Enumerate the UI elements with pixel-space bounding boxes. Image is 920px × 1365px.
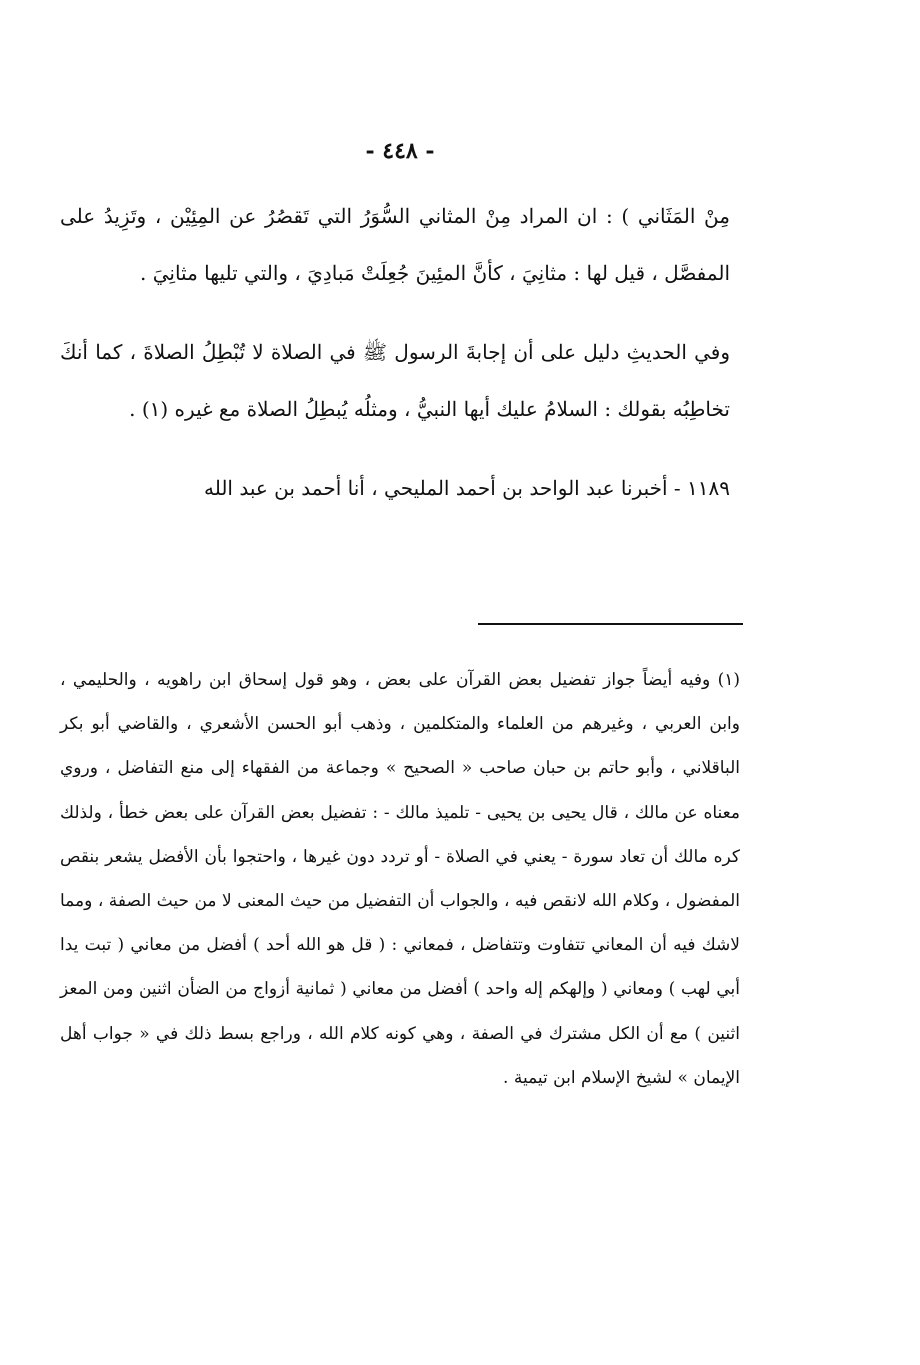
main-text [60, 188, 730, 539]
paragraph-commentary-prayer: وفي الحديثِ دليل على أن إجابةَ الرسول ﷺ في الصلاة لا تُبْطِلُ الصلاةَ ، كما أنكَ تخاطِبُه بقولك : السلامُ عليك أيها النبيُّ ، ومثلُه يُبطِلُ الصلاة مع غيره (١) . [60, 340, 730, 421]
footnote-1: (١) وفيه أيضاً جواز تفضيل بعض القرآن على بعض ، وهو قول إسحاق ابن راهويه ، والحليمي ، وابن العربي ، وغيرهم من العلماء والمتكلمين ، وذهب أبو الحسن الأشعري ، والقاضي أبو بكر الباقلاني ، وأبو حاتم بن حبان صاحب « الصحيح » وجماعة من الفقهاء إلى منع التفاضل ، وروي معناه عن مالك ، قال يحيى بن يحيى - تلميذ مالك - : تفضيل بعض القرآن على بعض خطأ ، ولذلك كره مالك أن تعاد سورة - يعني في الصلاة - أو تردد دون غيرها ، واحتجوا بأن الأفضل يشعر بنقص المفضول ، وكلام الله لانقص فيه ، والجواب أن التفضيل من حيث المعنى لا من حيث الصفة ، ومما لاشك فيه أن المعاني تتفاوت وتتفاضل ، فمعاني : ( قل هو الله أحد ) أفضل من معاني ( تبت يدا أبي لهب ) ومعاني ( وإلهكم إله واحد ) أفضل من معاني ( ثمانية أزواج من الضأن اثنين ومن المعز اثنين ) مع أن الكل مشترك في الصفة ، وهي كونه كلام الله ، وراجع بسط ذلك في « جواب أهل الإيمان » لشيخ الإسلام ابن تيمية . [60, 670, 740, 1088]
page-number: - ٤٤٨ - [365, 138, 435, 164]
footnote-divider [478, 623, 743, 625]
footnotes [60, 658, 740, 1100]
hadith-chain-start: ١١٨٩ - أخبرنا عبد الواحد بن أحمد المليحي ، أنا أحمد بن عبد الله [203, 476, 730, 500]
paragraph-commentary-mathani: مِنْ المَثَاني ) : ان المراد مِنْ المثاني السُّوَرُ التي تَقصُرُ عن المِئِيْن ، وتَزِيدُ على المفصَّل ، قيل لها : مثانِيَ ، كأنَّ المئِينَ جُعِلَتْ مَبادِيَ ، والتي تليها مثانِيَ . [60, 204, 730, 285]
